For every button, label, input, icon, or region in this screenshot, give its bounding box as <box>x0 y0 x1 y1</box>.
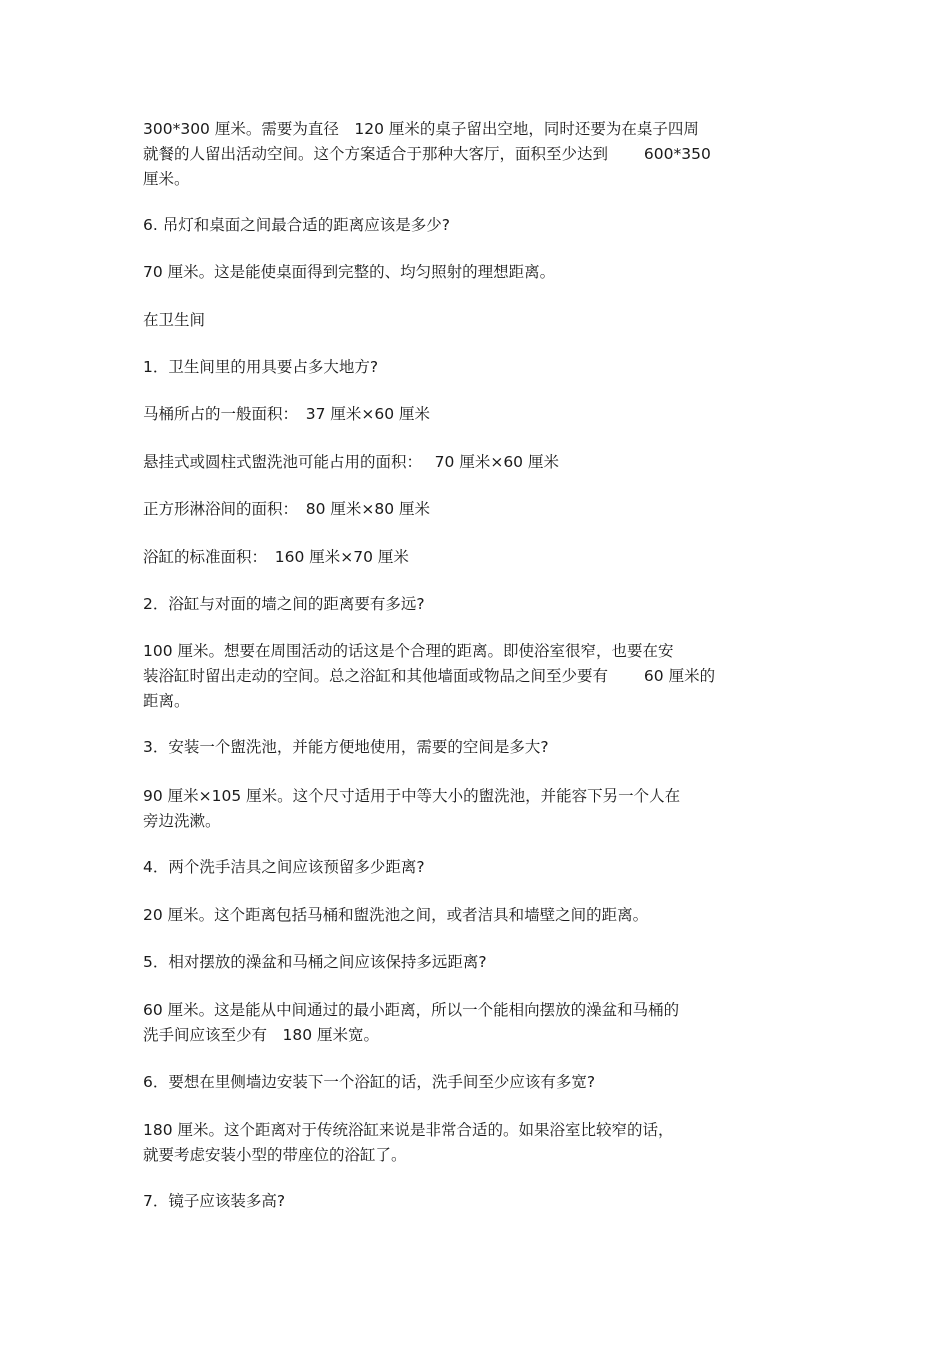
question-chandelier <box>143 213 823 238</box>
question-3 <box>143 735 823 760</box>
text-line: 2．浴缸与对面的墙之间的距离要有多远? <box>143 595 425 613</box>
section-heading-bathroom <box>143 308 823 333</box>
text-line: 厘米。 <box>143 170 190 188</box>
question-7 <box>143 1189 823 1214</box>
text-line: 90 厘米×105 厘米。这个尺寸适用于中等大小的盥洗池，并能容下另一个人在 <box>143 787 681 805</box>
text-line: 6．要想在里侧墙边安装下一个浴缸的话，洗手间至少应该有多宽? <box>143 1073 596 1091</box>
text-line: 正方形淋浴间的面积： 80 厘米×80 厘米 <box>143 500 431 518</box>
paragraph-dining-space <box>143 117 823 192</box>
text-line: 悬挂式或圆柱式盥洗池可能占用的面积： 70 厘米×60 厘米 <box>143 453 559 471</box>
question-1 <box>143 355 823 380</box>
text-line: 就餐的人留出活动空间。这个方案适合于那种大客厅，面积至少达到 600*350 <box>143 145 711 163</box>
question-4 <box>143 855 823 880</box>
answer-chandelier <box>143 260 823 285</box>
text-line: 180 厘米。这个距离对于传统浴缸来说是非常合适的。如果浴室比较窄的话， <box>143 1121 674 1139</box>
text-line: 在卫生间 <box>143 311 206 329</box>
text-line: 就要考虑安装小型的带座位的浴缸了。 <box>143 1146 407 1164</box>
text-line: 100 厘米。想要在周围活动的话这是个合理的距离。即使浴室很窄，也要在安 <box>143 642 674 660</box>
answer-5 <box>143 998 823 1048</box>
question-5 <box>143 950 823 975</box>
text-line: 60 厘米。这是能从中间通过的最小距离，所以一个能相向摆放的澡盆和马桶的 <box>143 1001 680 1019</box>
item-shower-area <box>143 497 823 522</box>
question-6 <box>143 1070 823 1095</box>
item-basin-area <box>143 450 823 475</box>
text-line: 装浴缸时留出走动的空间。总之浴缸和其他墙面或物品之间至少要有 60 厘米的 <box>143 667 716 685</box>
text-line: 旁边洗漱。 <box>143 812 221 830</box>
text-line: 7．镜子应该装多高? <box>143 1192 286 1210</box>
text-line: 洗手间应该至少有 180 厘米宽。 <box>143 1026 380 1044</box>
answer-4 <box>143 903 823 928</box>
text-line: 1．卫生间里的用具要占多大地方? <box>143 358 379 376</box>
item-bathtub-area <box>143 545 823 570</box>
text-line: 5．相对摆放的澡盆和马桶之间应该保持多远距离? <box>143 953 487 971</box>
text-line: 4．两个洗手洁具之间应该预留多少距离? <box>143 858 425 876</box>
text-line: 浴缸的标准面积： 160 厘米×70 厘米 <box>143 548 409 566</box>
text-line: 70 厘米。这是能使桌面得到完整的、均匀照射的理想距离。 <box>143 263 556 281</box>
answer-2 <box>143 639 823 714</box>
text-line: 3．安装一个盥洗池，并能方便地使用，需要的空间是多大? <box>143 738 549 756</box>
answer-3 <box>143 784 823 834</box>
answer-6 <box>143 1118 823 1168</box>
text-line: 马桶所占的一般面积： 37 厘米×60 厘米 <box>143 405 431 423</box>
question-2 <box>143 592 823 617</box>
text-line: 距离。 <box>143 692 190 710</box>
item-toilet-area <box>143 402 823 427</box>
text-line: 6. 吊灯和桌面之间最合适的距离应该是多少? <box>143 216 450 234</box>
text-line: 20 厘米。这个距离包括马桶和盥洗池之间，或者洁具和墙壁之间的距离。 <box>143 906 649 924</box>
text-line: 300*300 厘米。需要为直径 120 厘米的桌子留出空地，同时还要为在桌子四周 <box>143 120 699 138</box>
